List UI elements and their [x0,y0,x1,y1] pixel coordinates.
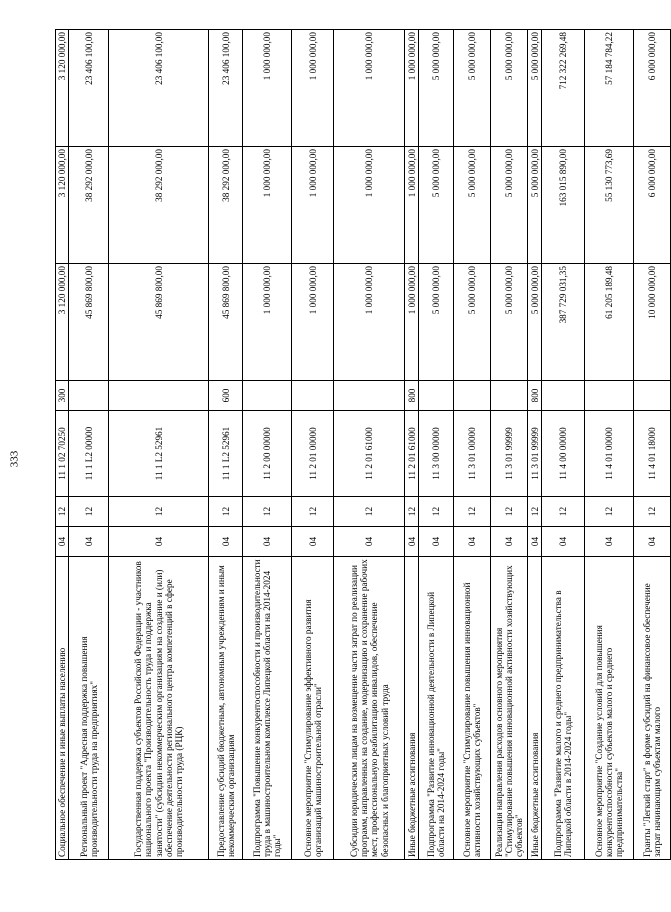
target-article-cell: 11 4 00 00000 [542,411,585,497]
amount-year3-cell: 1 000 000,00 [405,30,419,147]
target-article-cell: 11 1 L2 52961 [109,411,209,497]
amount-year3-cell: 23 406 100,00 [69,30,109,147]
target-article-cell: 11 1 L2 52961 [209,411,243,497]
section-code-cell: 04 [56,527,69,557]
section-code-cell: 04 [243,527,292,557]
amount-year2-cell: 38 292 000,00 [209,147,243,264]
row-name-cell: Социальное обеспечение и иные выплаты населению [56,557,69,860]
table-row [542,30,585,860]
row-name-cell: Подпрограмма "Развитие малого и среднего предпринимательства в Липецкой области в 2014-2024 годы" [542,557,585,860]
section-code-cell: 04 [634,527,671,557]
amount-year2-cell: 3 120 000,00 [56,147,69,264]
section-code-cell: 04 [454,527,491,557]
subsection-code-cell: 12 [109,497,209,527]
amount-year1-cell: 5 000 000,00 [454,264,491,381]
target-article-cell: 11 4 01 18000 [634,411,671,497]
expense-type-cell: 300 [56,381,69,411]
expense-type-cell [69,381,109,411]
table-row [292,30,334,860]
section-code-cell: 04 [209,527,243,557]
amount-year2-cell: 1 000 000,00 [334,147,405,264]
row-name-cell: Региональный проект "Адресная поддержка повышения производительности труда на предприятиях" [69,557,109,860]
amount-year1-cell: 1 000 000,00 [292,264,334,381]
subsection-code-cell: 12 [634,497,671,527]
amount-year1-cell: 61 205 189,48 [585,264,634,381]
expense-type-cell [454,381,491,411]
amount-year3-cell: 1 000 000,00 [292,30,334,147]
subsection-code-cell: 12 [491,497,528,527]
row-name-cell: Предоставление субсидий бюджетным, автономным учреждениям и иным некоммерческим организациям [209,557,243,860]
table-row [419,30,454,860]
row-name-cell: Реализация направления расходов основного мероприятия "Стимулирование повышения инновационной активности хозяйствующих субъектов" [491,557,528,860]
target-article-cell: 11 2 00 00000 [243,411,292,497]
amount-year3-cell: 5 000 000,00 [454,30,491,147]
table-row [454,30,491,860]
section-code-cell: 04 [109,527,209,557]
amount-year3-cell: 5 000 000,00 [491,30,528,147]
subsection-code-cell: 12 [56,497,69,527]
section-code-cell: 04 [69,527,109,557]
amount-year3-cell: 712 322 269,48 [542,30,585,147]
amount-year1-cell: 10 000 000,00 [634,264,671,381]
amount-year2-cell: 55 130 773,69 [585,147,634,264]
section-code-cell: 04 [585,527,634,557]
table-row [334,30,405,860]
budget-table [55,29,671,860]
section-code-cell: 04 [419,527,454,557]
subsection-code-cell: 12 [542,497,585,527]
target-article-cell: 11 2 01 61000 [334,411,405,497]
subsection-code-cell: 12 [69,497,109,527]
amount-year3-cell: 5 000 000,00 [419,30,454,147]
amount-year3-cell: 1 000 000,00 [243,30,292,147]
subsection-code-cell: 12 [405,497,419,527]
amount-year2-cell: 5 000 000,00 [528,147,542,264]
amount-year1-cell: 45 869 800,00 [209,264,243,381]
target-article-cell: 11 2 01 61000 [405,411,419,497]
table-row [69,30,109,860]
amount-year3-cell: 23 406 100,00 [209,30,243,147]
row-name-cell: Основное мероприятие "Создание условий для повышения конкурентоспособности субъектов малого и среднего предпринимательства" [585,557,634,860]
amount-year1-cell: 5 000 000,00 [491,264,528,381]
table-row [56,30,69,860]
amount-year2-cell: 5 000 000,00 [419,147,454,264]
amount-year2-cell: 6 000 000,00 [634,147,671,264]
table-row [109,30,209,860]
subsection-code-cell: 12 [243,497,292,527]
target-article-cell: 11 3 01 99999 [491,411,528,497]
table-row [528,30,542,860]
row-name-cell: Подпрограмма "Повышение конкурентоспособности и производительности труда в машиностроительном комплексе Липецкой области на 2014-2024 годы" [243,557,292,860]
expense-type-cell: 800 [405,381,419,411]
table-body [56,30,671,860]
target-article-cell: 11 2 01 00000 [292,411,334,497]
expense-type-cell [585,381,634,411]
row-name-cell: Государственная поддержка субъектов Российской Федерации - участников национального проекта "Производительность труда и поддержка занятости" (субсидии некоммерческим организациям на создание и (или) обеспечение деятельности регионального центра компетенций в сфере производительности труда (РЦК) [109,557,209,860]
expense-type-cell [419,381,454,411]
row-name-cell: Субсидии юридическим лицам на возмещение части затрат по реализации программ, направленных на создание, модернизацию и сохранение рабочих мест, профессиональную реабилитацию инвалидов, обеспечение безопасных и благоприятных условий труда [334,557,405,860]
target-article-cell: 11 4 01 00000 [585,411,634,497]
subsection-code-cell: 12 [209,497,243,527]
amount-year3-cell: 57 184 784,22 [585,30,634,147]
row-name-cell: Основное мероприятие "Стимулирование повышения инновационной активности хозяйствующих субъектов" [454,557,491,860]
table-row [209,30,243,860]
amount-year1-cell: 5 000 000,00 [419,264,454,381]
table-row [491,30,528,860]
row-name-cell: Гранты "Легкий старт" в форме субсидий на финансовое обеспечение затрат начинающим субъектам малого [634,557,671,860]
section-code-cell: 04 [528,527,542,557]
section-code-cell: 04 [491,527,528,557]
section-code-cell: 04 [292,527,334,557]
amount-year3-cell: 1 000 000,00 [334,30,405,147]
amount-year1-cell: 1 000 000,00 [334,264,405,381]
subsection-code-cell: 12 [334,497,405,527]
section-code-cell: 04 [405,527,419,557]
amount-year2-cell: 5 000 000,00 [454,147,491,264]
amount-year2-cell: 1 000 000,00 [243,147,292,264]
expense-type-cell [292,381,334,411]
amount-year2-cell: 163 015 890,00 [542,147,585,264]
amount-year2-cell: 1 000 000,00 [405,147,419,264]
amount-year2-cell: 38 292 000,00 [109,147,209,264]
table-container [55,30,663,860]
table-row [243,30,292,860]
table-row [405,30,419,860]
subsection-code-cell: 12 [292,497,334,527]
expense-type-cell [334,381,405,411]
row-name-cell: Подпрограмма "Развитие инновационной деятельности в Липецкой области на 2014-2024 годы" [419,557,454,860]
expense-type-cell: 800 [528,381,542,411]
expense-type-cell [109,381,209,411]
row-name-cell: Иные бюджетные ассигнования [405,557,419,860]
subsection-code-cell: 12 [585,497,634,527]
row-name-cell: Основное мероприятие "Стимулирование эффективного развития организаций машиностроительной отрасли" [292,557,334,860]
subsection-code-cell: 12 [454,497,491,527]
amount-year1-cell: 1 000 000,00 [405,264,419,381]
section-code-cell: 04 [542,527,585,557]
row-name-cell: Иные бюджетные ассигнования [528,557,542,860]
target-article-cell: 11 1 L2 00000 [69,411,109,497]
table-row [634,30,671,860]
amount-year2-cell: 38 292 000,00 [69,147,109,264]
amount-year1-cell: 1 000 000,00 [243,264,292,381]
amount-year1-cell: 45 869 800,00 [109,264,209,381]
amount-year3-cell: 3 120 000,00 [56,30,69,147]
amount-year3-cell: 23 406 100,00 [109,30,209,147]
amount-year1-cell: 5 000 000,00 [528,264,542,381]
subsection-code-cell: 12 [419,497,454,527]
target-article-cell: 11 3 01 00000 [454,411,491,497]
target-article-cell: 11 1 02 70250 [56,411,69,497]
subsection-code-cell: 12 [528,497,542,527]
expense-type-cell [491,381,528,411]
amount-year3-cell: 5 000 000,00 [528,30,542,147]
expense-type-cell [542,381,585,411]
amount-year3-cell: 6 000 000,00 [634,30,671,147]
amount-year2-cell: 5 000 000,00 [491,147,528,264]
target-article-cell: 11 3 00 00000 [419,411,454,497]
amount-year2-cell: 1 000 000,00 [292,147,334,264]
amount-year1-cell: 387 729 031,35 [542,264,585,381]
section-code-cell: 04 [334,527,405,557]
target-article-cell: 11 3 01 99999 [528,411,542,497]
page-number: 333 [8,450,21,468]
expense-type-cell [243,381,292,411]
table-row [585,30,634,860]
amount-year1-cell: 45 869 800,00 [69,264,109,381]
expense-type-cell: 600 [209,381,243,411]
expense-type-cell [634,381,671,411]
amount-year1-cell: 3 120 000,00 [56,264,69,381]
